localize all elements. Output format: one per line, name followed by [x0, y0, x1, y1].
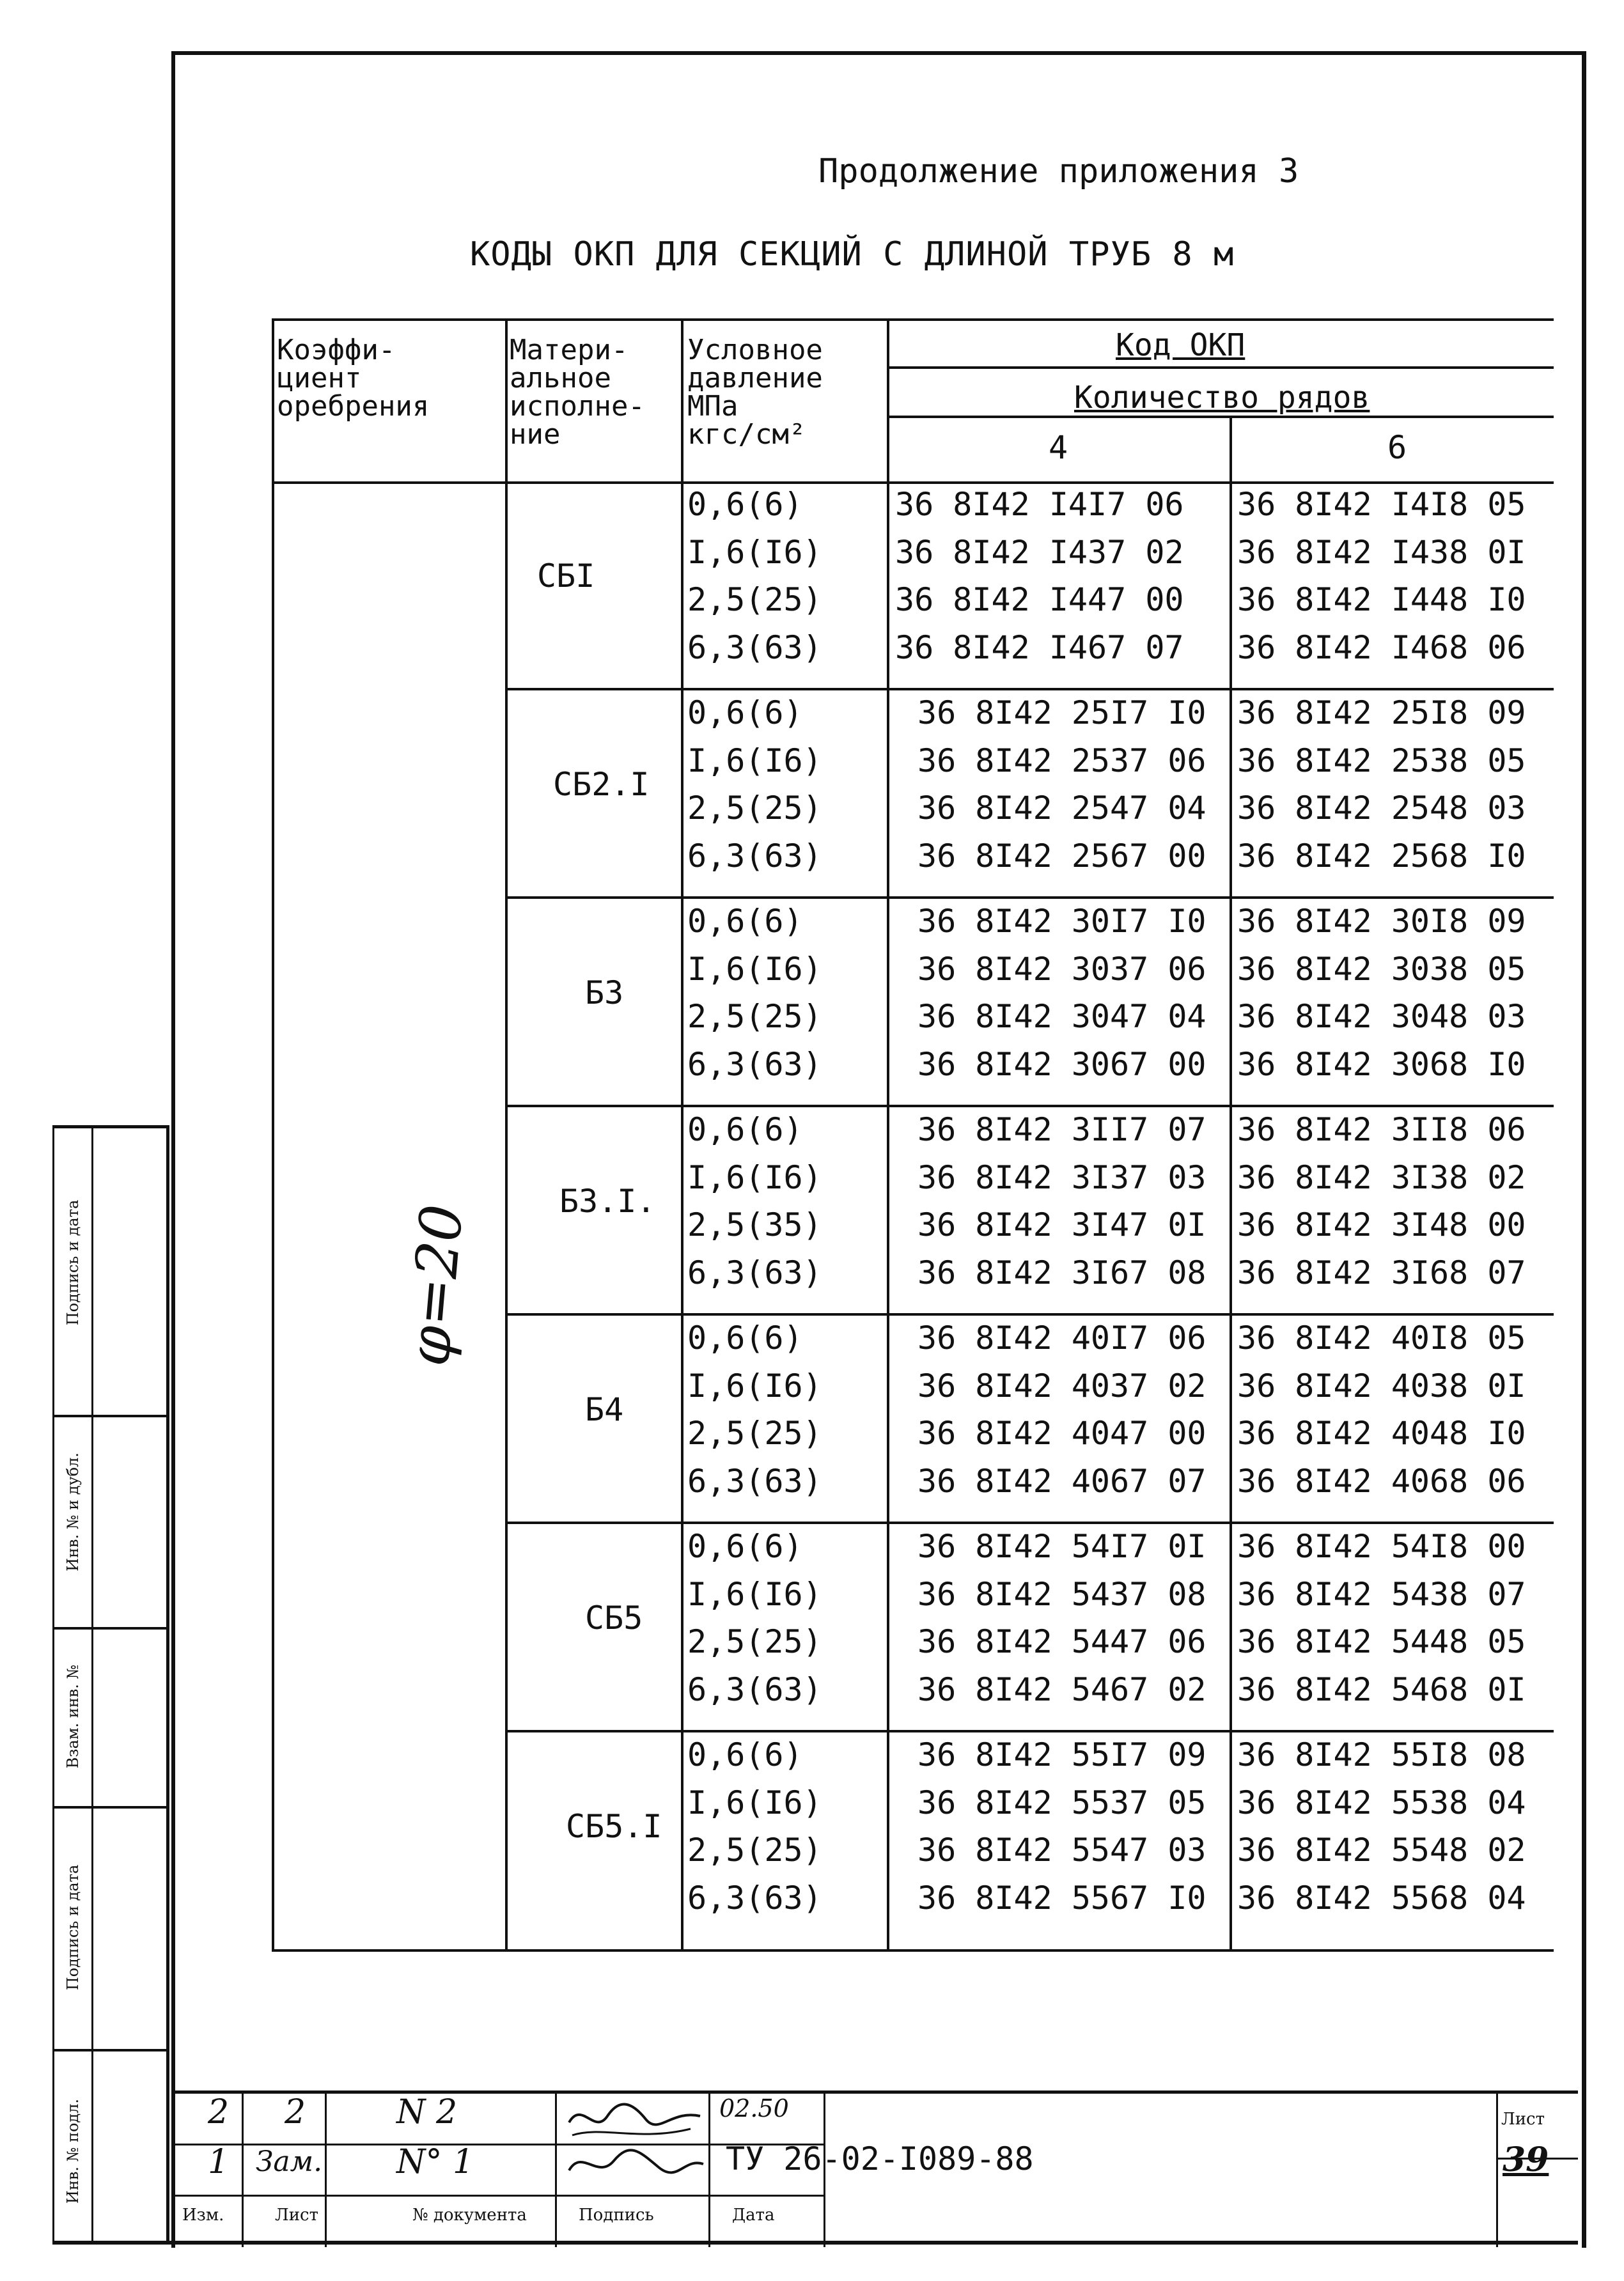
pressure-cell: I,6(I6)	[687, 950, 822, 988]
table-top-border	[272, 318, 1554, 321]
code-4rows-cell: 36 8I42 3II7 07	[917, 1111, 1206, 1148]
pressure-cell: 2,5(25)	[687, 1415, 822, 1452]
side-label-replace-inv: Взам. инв. №	[64, 1664, 82, 1769]
sheet-label: Лист	[1501, 2110, 1545, 2129]
code-4rows-cell: 36 8I42 5547 03	[917, 1832, 1206, 1869]
code-4rows-cell: 36 8I42 40I7 06	[917, 1320, 1206, 1357]
pressure-cell: 2,5(25)	[687, 790, 822, 827]
code-4rows-cell: 36 8I42 5437 08	[917, 1575, 1206, 1613]
code-6rows-cell: 36 8I42 5548 02	[1237, 1832, 1526, 1869]
header-line	[887, 366, 1554, 369]
rev1-sheet: 2	[285, 2093, 306, 2131]
code-6rows-cell: 36 8I42 I4I8 05	[1237, 486, 1526, 523]
code-4rows-cell: 36 8I42 30I7 I0	[917, 903, 1206, 940]
material-cell: Б3	[585, 974, 624, 1011]
pressure-cell: 0,6(6)	[687, 694, 803, 731]
side-stamp-line	[54, 1627, 166, 1630]
label-date: Дата	[732, 2206, 775, 2225]
rev1-doc: N 2	[396, 2093, 458, 2131]
header-line	[887, 416, 1554, 418]
col-header-material: Матери- альное исполне- ние	[510, 334, 645, 451]
code-4rows-cell: 36 8I42 I437 02	[895, 533, 1184, 571]
pressure-cell: 0,6(6)	[687, 486, 803, 523]
okp-codes-table	[272, 318, 1554, 1952]
code-6rows-cell: 36 8I42 3038 05	[1237, 950, 1526, 988]
code-6rows-cell: 36 8I42 3068 I0	[1237, 1045, 1526, 1083]
pressure-cell: I,6(I6)	[687, 742, 822, 779]
pressure-cell: 6,3(63)	[687, 1879, 822, 1917]
code-4rows-cell: 36 8I42 2537 06	[917, 742, 1206, 779]
code-4rows-cell: 36 8I42 5567 I0	[917, 1879, 1206, 1917]
code-4rows-cell: 36 8I42 54I7 0I	[917, 1528, 1206, 1565]
code-6rows-cell: 36 8I42 I468 06	[1237, 628, 1526, 666]
pressure-cell: 0,6(6)	[687, 1320, 803, 1357]
table-bottom-border	[272, 1949, 1554, 1952]
group-divider	[505, 688, 1554, 690]
code-6rows-cell: 36 8I42 4048 I0	[1237, 1415, 1526, 1452]
code-4rows-cell: 36 8I42 5447 06	[917, 1623, 1206, 1660]
code-4rows-cell: 36 8I42 4067 07	[917, 1462, 1206, 1500]
col-header-rows: Количество рядов	[1074, 380, 1370, 416]
pressure-cell: 6,3(63)	[687, 1462, 822, 1500]
pressure-cell: 0,6(6)	[687, 1736, 803, 1773]
label-sheet: Лист	[275, 2206, 318, 2225]
col-header-code: Код ОКП	[1116, 327, 1245, 363]
code-6rows-cell: 36 8I42 54I8 00	[1237, 1528, 1526, 1565]
col-divider	[505, 318, 508, 1952]
title-block-divider	[242, 2094, 244, 2247]
pressure-cell: 0,6(6)	[687, 1528, 803, 1565]
pressure-cell: 2,5(35)	[687, 1206, 822, 1243]
page-bottom-line	[52, 2241, 1578, 2245]
code-4rows-cell: 36 8I42 4047 00	[917, 1415, 1206, 1452]
pressure-cell: 6,3(63)	[687, 1254, 822, 1291]
code-4rows-cell: 36 8I42 2547 04	[917, 790, 1206, 827]
side-stamp-line	[54, 1415, 166, 1417]
code-4rows-cell: 36 8I42 3I47 0I	[917, 1206, 1206, 1243]
code-6rows-cell: 36 8I42 40I8 05	[1237, 1320, 1526, 1357]
material-cell: Б4	[585, 1390, 624, 1428]
code-6rows-cell: 36 8I42 3I38 02	[1237, 1158, 1526, 1196]
code-4rows-cell: 36 8I42 55I7 09	[917, 1736, 1206, 1773]
pressure-cell: 2,5(25)	[687, 1832, 822, 1869]
rev2-sheet: Зам.	[256, 2145, 323, 2178]
pressure-cell: 2,5(25)	[687, 1623, 822, 1660]
code-6rows-cell: 36 8I42 3048 03	[1237, 998, 1526, 1035]
pressure-cell: I,6(I6)	[687, 1158, 822, 1196]
col-header-rows-6: 6	[1387, 429, 1407, 466]
pressure-cell: 6,3(63)	[687, 837, 822, 875]
col-header-rows-4: 4	[1049, 429, 1068, 466]
handwritten-signatures	[563, 2097, 710, 2193]
appendix-heading: Продолжение приложения 3	[818, 152, 1299, 191]
side-label-sign-date-2: Подпись и дата	[64, 1864, 82, 1991]
code-6rows-cell: 36 8I42 I438 0I	[1237, 533, 1526, 571]
col-divider	[681, 318, 683, 1952]
pressure-cell: I,6(I6)	[687, 1575, 822, 1613]
rev2-doc: N° 1	[396, 2143, 474, 2181]
group-divider	[505, 1730, 1554, 1732]
header-bottom-border	[272, 481, 1554, 484]
material-cell: Б3.I.	[559, 1182, 656, 1220]
col-divider	[272, 318, 274, 1952]
code-4rows-cell: 36 8I42 I447 00	[895, 581, 1184, 618]
col-divider	[1230, 416, 1232, 1952]
title-block-line	[171, 2195, 824, 2197]
code-4rows-cell: 36 8I42 4037 02	[917, 1367, 1206, 1405]
pressure-cell: 6,3(63)	[687, 628, 822, 666]
code-4rows-cell: 36 8I42 I4I7 06	[895, 486, 1184, 523]
code-6rows-cell: 36 8I42 I448 I0	[1237, 581, 1526, 618]
rev2-change: 1	[208, 2143, 230, 2181]
code-6rows-cell: 36 8I42 5568 04	[1237, 1879, 1526, 1917]
code-4rows-cell: 36 8I42 3037 06	[917, 950, 1206, 988]
group-divider	[505, 896, 1554, 899]
code-6rows-cell: 36 8I42 30I8 09	[1237, 903, 1526, 940]
document-designation: ТУ 26-02-I089-88	[726, 2140, 1034, 2177]
pressure-cell: 0,6(6)	[687, 1111, 803, 1148]
code-4rows-cell: 36 8I42 3I37 03	[917, 1158, 1206, 1196]
pressure-cell: 2,5(25)	[687, 998, 822, 1035]
code-6rows-cell: 36 8I42 5538 04	[1237, 1784, 1526, 1821]
sheet-number: 39	[1503, 2140, 1549, 2179]
code-4rows-cell: 36 8I42 I467 07	[895, 628, 1184, 666]
code-6rows-cell: 36 8I42 2548 03	[1237, 790, 1526, 827]
material-cell: СБ2.I	[553, 765, 650, 803]
pressure-cell: 6,3(63)	[687, 1045, 822, 1083]
title-block-divider	[555, 2094, 557, 2247]
rev1-change: 2	[208, 2093, 230, 2131]
pressure-cell: I,6(I6)	[687, 1784, 822, 1821]
code-4rows-cell: 36 8I42 5467 02	[917, 1670, 1206, 1708]
code-6rows-cell: 36 8I42 3I68 07	[1237, 1254, 1526, 1291]
code-6rows-cell: 36 8I42 5448 05	[1237, 1623, 1526, 1660]
label-doc-number: № документа	[412, 2206, 527, 2225]
side-stamp-divider	[91, 1128, 93, 2241]
pressure-cell: I,6(I6)	[687, 533, 822, 571]
code-4rows-cell: 36 8I42 25I7 I0	[917, 694, 1206, 731]
code-6rows-cell: 36 8I42 3II8 06	[1237, 1111, 1526, 1148]
code-4rows-cell: 36 8I42 5537 05	[917, 1784, 1206, 1821]
pressure-cell: 0,6(6)	[687, 903, 803, 940]
code-6rows-cell: 36 8I42 4068 06	[1237, 1462, 1526, 1500]
side-stamp	[52, 1125, 169, 2241]
label-change: Изм.	[182, 2206, 224, 2225]
pressure-cell: I,6(I6)	[687, 1367, 822, 1405]
side-label-sign-date: Подпись и дата	[64, 1199, 82, 1326]
title-block-divider	[325, 2094, 327, 2247]
side-label-dup-inv: Инв. № и дубл.	[64, 1452, 82, 1571]
code-4rows-cell: 36 8I42 3I67 08	[917, 1254, 1206, 1291]
pressure-cell: 6,3(63)	[687, 1670, 822, 1708]
group-divider	[505, 1522, 1554, 1524]
code-6rows-cell: 36 8I42 55I8 08	[1237, 1736, 1526, 1773]
code-6rows-cell: 36 8I42 4038 0I	[1237, 1367, 1526, 1405]
material-cell: СБ5	[585, 1599, 643, 1637]
col-header-pressure: Условное давление МПа кгс/см²	[687, 334, 823, 451]
rev1-date: 02.50	[719, 2094, 789, 2122]
code-6rows-cell: 36 8I42 2538 05	[1237, 742, 1526, 779]
code-4rows-cell: 36 8I42 3047 04	[917, 998, 1206, 1035]
side-stamp-line	[54, 1806, 166, 1809]
material-cell: СБ5.I	[566, 1807, 662, 1845]
code-6rows-cell: 36 8I42 5468 0I	[1237, 1670, 1526, 1708]
page-title: КОДЫ ОКП ДЛЯ СЕКЦИЙ С ДЛИНОЙ ТРУБ 8 м	[470, 235, 1235, 274]
group-divider	[505, 1105, 1554, 1107]
title-block-divider	[1496, 2094, 1498, 2247]
code-6rows-cell: 36 8I42 2568 I0	[1237, 837, 1526, 875]
side-label-orig-inv: Инв. № подл.	[64, 2098, 82, 2204]
col-divider	[887, 318, 889, 1952]
group-divider	[505, 1313, 1554, 1316]
pressure-cell: 2,5(25)	[687, 581, 822, 618]
code-6rows-cell: 36 8I42 3I48 00	[1237, 1206, 1526, 1243]
code-4rows-cell: 36 8I42 2567 00	[917, 837, 1206, 875]
code-6rows-cell: 36 8I42 5438 07	[1237, 1575, 1526, 1613]
fin-coefficient-value: φ=20	[395, 1201, 476, 1369]
code-4rows-cell: 36 8I42 3067 00	[917, 1045, 1206, 1083]
code-6rows-cell: 36 8I42 25I8 09	[1237, 694, 1526, 731]
side-stamp-line	[54, 2049, 166, 2051]
label-signature: Подпись	[579, 2206, 654, 2225]
material-cell: СБI	[537, 557, 595, 595]
col-header-coef: Коэффи- циент оребрения	[277, 334, 430, 423]
